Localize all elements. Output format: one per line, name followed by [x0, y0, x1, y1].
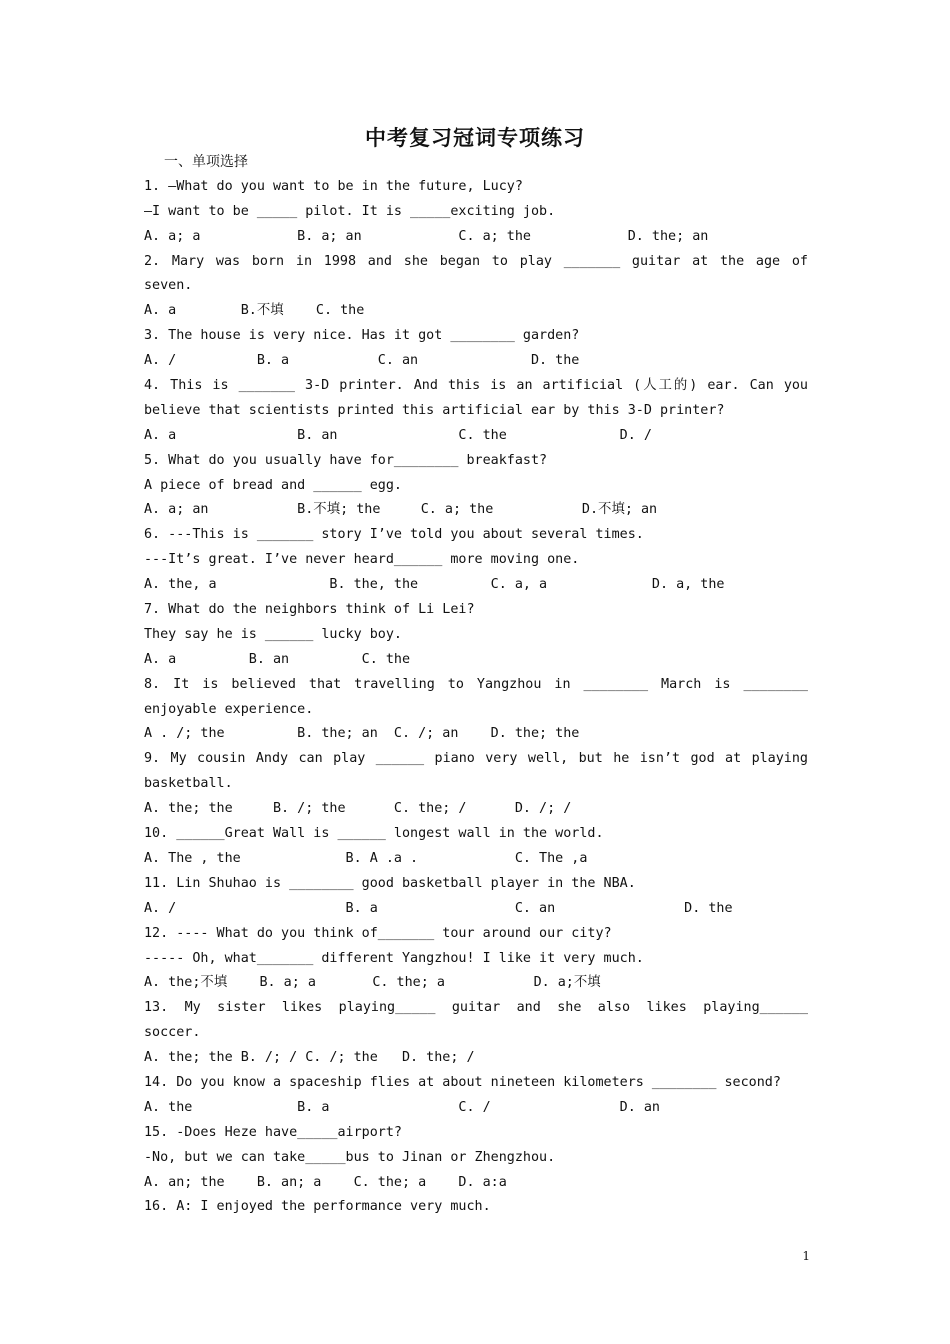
question-7-options: A. a B. an C. the: [144, 651, 411, 667]
question-2-line-2: seven.: [144, 278, 193, 294]
question-2-options: A. a B.不填 C. the: [144, 303, 365, 319]
question-15-line-1: 15. -Does Heze have_____airport?: [144, 1124, 402, 1140]
question-3-line-1: 3. The house is very nice. Has it got ________ garden?: [144, 328, 580, 344]
question-12-options: A. the;不填 B. a; a C. the; a D. a;不填: [144, 975, 601, 991]
page-number: 1: [802, 1249, 810, 1263]
question-2-line-1: 2. Mary was born in 1998 and she began to play _______ guitar at the age of: [144, 253, 808, 269]
question-14-options: A. the B. a C. / D. an: [144, 1099, 660, 1115]
question-16-line-1: 16. A: I enjoyed the performance very much.: [144, 1199, 491, 1215]
question-7-line-1: 7. What do the neighbors think of Li Lei?: [144, 602, 475, 618]
question-5-options: A. a; an B.不填; the C. a; the D.不填; an: [144, 502, 658, 518]
question-9-line-2: basketball.: [144, 776, 233, 792]
question-4-line-2: believe that scientists printed this artificial ear by this 3-D printer?: [144, 402, 725, 418]
page-title: 中考复习冠词专项练习: [365, 126, 585, 150]
question-8-options: A . /; the B. the; an C. /; an D. the; the: [144, 726, 580, 742]
question-1-options: A. a; a B. a; an C. a; the D. the; an: [144, 228, 709, 244]
question-14-line-1: 14. Do you know a spaceship flies at about nineteen kilometers ________ second?: [144, 1074, 781, 1090]
question-6-line-1: 6. ---This is _______ story I’ve told you about several times.: [144, 527, 644, 543]
question-3-options: A. / B. a C. an D. the: [144, 353, 580, 369]
exercise-body: [144, 150, 808, 1220]
section-heading: 一、单项选择: [164, 154, 248, 170]
question-1-line-1: 1. —What do you want to be in the future, Lucy?: [144, 178, 523, 194]
question-5-line-1: 5. What do you usually have for________ breakfast?: [144, 452, 548, 468]
question-9-line-1: 9. My cousin Andy can play ______ piano very well, but he isn’t god at playing: [144, 751, 808, 767]
question-10-line-1: 10. ______Great Wall is ______ longest wall in the world.: [144, 826, 604, 842]
question-7-line-2: They say he is ______ lucky boy.: [144, 626, 402, 642]
question-10-options: A. The , the B. A .a . C. The ,a: [144, 850, 588, 866]
question-12-line-2: ----- Oh, what_______ different Yangzhou! I like it very much.: [144, 950, 644, 966]
question-8-line-1: 8. It is believed that travelling to Yangzhou in ________ March is ________: [144, 676, 808, 692]
question-5-line-2: A piece of bread and ______ egg.: [144, 477, 402, 493]
question-8-line-2: enjoyable experience.: [144, 701, 314, 717]
question-4-options: A. a B. an C. the D. /: [144, 427, 652, 443]
question-1-line-2: —I want to be _____ pilot. It is _____exciting job.: [144, 203, 556, 219]
question-12-line-1: 12. ---- What do you think of_______ tour around our city?: [144, 925, 612, 941]
question-9-options: A. the; the B. /; the C. the; / D. /; /: [144, 801, 572, 817]
question-6-options: A. the, a B. the, the C. a, a D. a, the: [144, 577, 725, 593]
question-13-options: A. the; the B. /; / C. /; the D. the; /: [144, 1050, 475, 1066]
question-15-line-2: -No, but we can take_____bus to Jinan or Zhengzhou.: [144, 1149, 556, 1165]
question-15-options: A. an; the B. an; a C. the; a D. a:a: [144, 1174, 507, 1190]
question-6-line-2: ---It’s great. I’ve never heard______ more moving one.: [144, 552, 580, 568]
question-13-line-2: soccer.: [144, 1025, 201, 1041]
question-11-line-1: 11. Lin Shuhao is ________ good basketball player in the NBA.: [144, 875, 636, 891]
question-11-options: A. / B. a C. an D. the: [144, 900, 733, 916]
question-4-line-1: 4. This is _______ 3-D printer. And this is an artificial (人工的) ear. Can you: [144, 378, 808, 394]
question-13-line-1: 13. My sister likes playing_____ guitar and she also likes playing______: [144, 1000, 808, 1016]
